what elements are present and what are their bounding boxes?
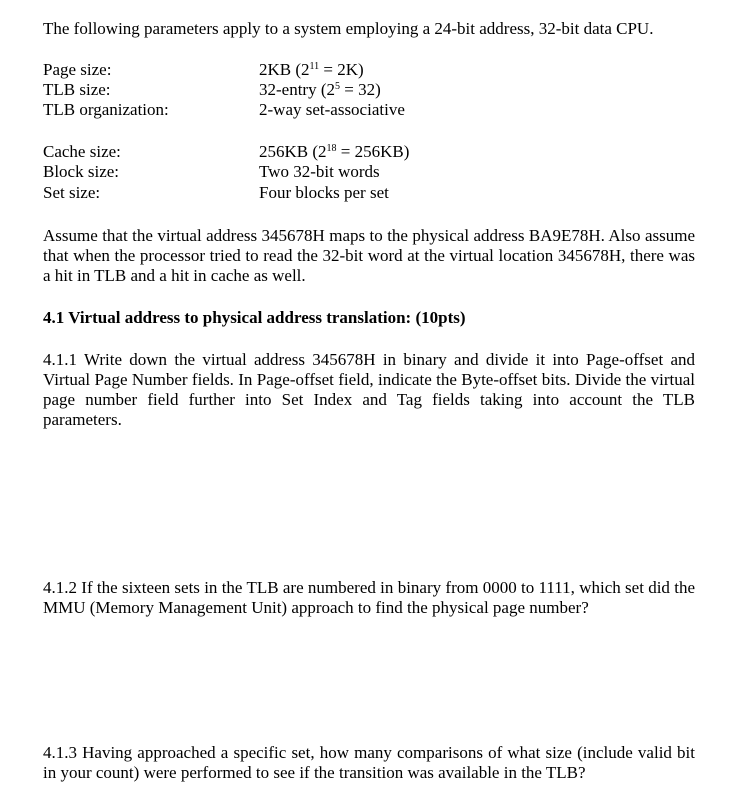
param-value-block-size: Two 32-bit words [259,162,380,181]
param-label-block-size: Block size: [43,162,120,181]
param-label-page-size: Page size: [43,60,112,79]
param-value-set-size: Four blocks per set [259,183,389,202]
param-value-cache-size: 256KB $(2^{18} = 256KB)$ [259,142,410,161]
question-4-1-1: 4.1.1 Write down the virtual address 345678H in binary and divide it into Page-offset and Virtual Page Number fields. In Page-offset field, indicate the Byte-offset bits. Divide the virtual page number field further into Set Index and Tag fields taking into account the TLB parameters. [43,350,695,429]
question-4-1-3: 4.1.3 Having approached a specific set, how many comparisons of what size (include valid bit in your count) were performed to see if the transition was available in the TLB? [43,743,695,782]
intro-text: The following parameters apply to a system employing a 24-bit address, 32-bit data CPU. [43,19,654,38]
param-value-page-size: 2KB $(2^{11} = 2K)$ [259,60,364,79]
param-label-tlb-size: TLB size: [43,80,111,99]
param-value-tlb-size: 32-entry $(2^5 = 32)$ [259,80,381,99]
param-label-tlb-organization: TLB organization: [43,100,169,119]
section-heading: 4.1 Virtual address to physical address translation: (10pts) [43,308,466,327]
question-4-1-2: 4.1.2 If the sixteen sets in the TLB are numbered in binary from 0000 to 1111, which set did the MMU (Memory Management Unit) approach to find the physical page number? [43,578,695,617]
param-label-cache-size: Cache size: [43,142,121,161]
param-label-set-size: Set size: [43,183,101,202]
param-value-tlb-organization: 2-way set-associative [259,100,405,119]
assumption-paragraph: Assume that the virtual address 345678H maps to the physical address BA9E78H. Also assume that when the processor tried to read the 32-bit word at the virtual location 345678H, there was a hit in TLB and a hit in cache as well. [43,226,695,285]
